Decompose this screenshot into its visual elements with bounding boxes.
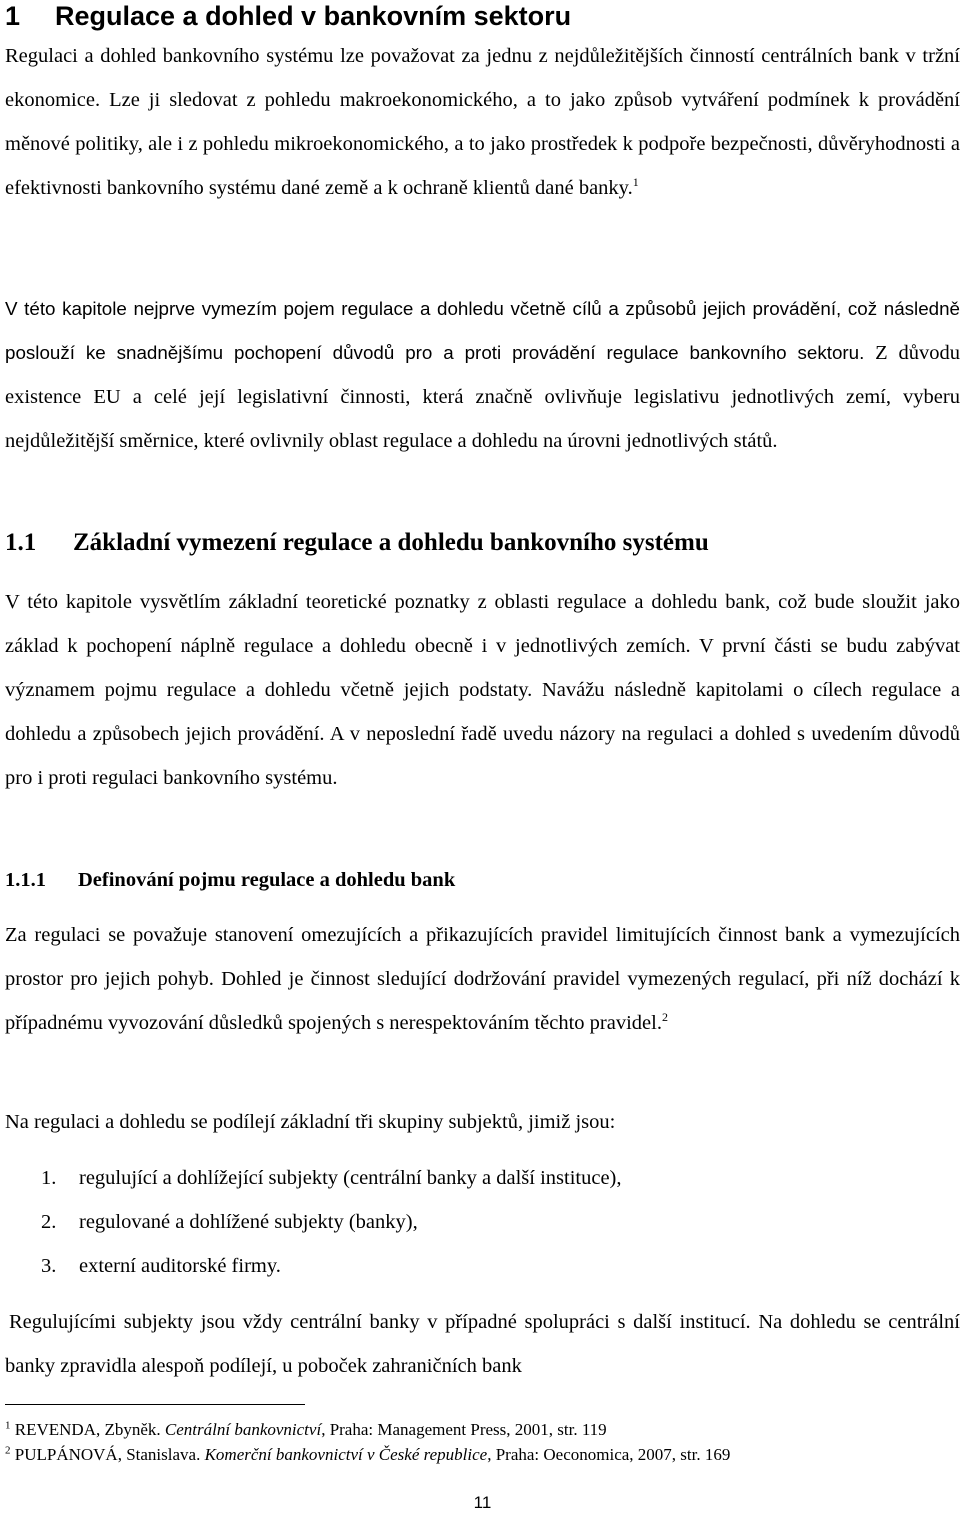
subsection-heading (5, 867, 455, 893)
footnote-divider (5, 1404, 305, 1405)
footnote-ref: 1 (632, 175, 639, 190)
list-text: regulující a dohlížející subjekty (centrální banky a další instituce), (79, 1167, 622, 1189)
chapter-title: Regulace a dohled v bankovním sektoru (55, 1, 572, 31)
paragraph-section-scope (5, 580, 960, 800)
footnote-ref: 2 (661, 1010, 668, 1025)
paragraph-text: Za regulaci se považuje stanovení omezujících a přikazujících pravidel limitujících činnost bank a vymezujících prostor pro jejich pohyb. Dohled je činnost sledující dodržování pravidel vymezených regulací, při níž dochází k případnému vyvozování důsledků spojených s nerespektováním těchto pravidel. (5, 924, 960, 1034)
page-number: 11 (473, 1493, 492, 1512)
footnote-author: PULPÁNOVÁ, Stanislava. (14, 1445, 201, 1464)
footnote-mark: 1 (5, 1419, 11, 1432)
subsection-number: 1.1.1 (5, 869, 46, 891)
list-item (41, 1244, 622, 1288)
section-title: Základní vymezení regulace a dohledu bankovního systému (73, 529, 709, 556)
list-item (41, 1156, 622, 1200)
paragraph-text-a: V této kapitole nejprve vymezím pojem regulace a dohledu včetně cílů a způsobů jejich provádění, což následně poslouží ke snadnějšímu pochopení důvodů pro a proti provádění regulace bankovního sektoru. (5, 298, 960, 363)
footnote (5, 1417, 730, 1442)
footnote-rest: , Praha: Oeconomica, 2007, str. 169 (487, 1445, 731, 1464)
paragraph-text: Regulujícími subjekty jsou vždy centrální banky v případné spolupráci s další institucí. Na dohledu se centrální banky zpravidla alespoň podílejí, u poboček zahraničních bank (5, 1311, 960, 1377)
paragraph-text: Na regulaci a dohledu se podílejí základní tři skupiny subjektů, jimiž jsou: (5, 1111, 616, 1133)
list-number: 2. (41, 1211, 57, 1233)
chapter-heading (5, 0, 571, 32)
paragraph-text-b: Z důvodu existence EU a celé její legislativní činnosti, která značně ovlivňuje legislativu jednotlivých zemí, vyberu nejdůležitější směrnice, které ovlivnily oblast regulace a dohledu na úrovni jednotlivých států. (5, 342, 960, 452)
footnote-rest: , Praha: Management Press, 2001, str. 119 (321, 1420, 607, 1439)
footnote-title: Komerční bankovnictví v České republice (204, 1445, 488, 1464)
chapter-number: 1 (5, 1, 21, 31)
paragraph-text: V této kapitole vysvětlím základní teoretické poznatky z oblasti regulace a dohledu bank, což bude sloužit jako základ k pochopení náplně regulace a dohledu obecně i v jednotlivých zemích. V první části se budu zabývat významem pojmu regulace a dohledu včetně jejich podstaty. Navážu následně kapitolami o cílech regulace a dohledu a způsobech jejich provádění. A v neposlední řadě uvedu názory na regulaci a dohled s uvedením důvodů pro i proti regulaci bankovního systému. (5, 591, 960, 789)
list-text: externí auditorské firmy. (79, 1255, 281, 1277)
footnote-author: REVENDA, Zbyněk. (14, 1420, 161, 1439)
footnote-mark: 2 (5, 1444, 11, 1457)
list-number: 3. (41, 1255, 57, 1277)
subsection-title: Definování pojmu regulace a dohledu bank (78, 869, 456, 891)
list-item (41, 1200, 622, 1244)
section-number: 1.1 (5, 529, 37, 556)
paragraph-chapter-scope (5, 287, 960, 463)
paragraph-intro (5, 34, 960, 210)
footnotes (5, 1417, 730, 1467)
paragraph-definition (5, 913, 960, 1045)
paragraph-text: Regulaci a dohled bankovního systému lze považovat za jednu z nejdůležitějších činností centrálních bank v tržní ekonomice. Lze ji sledovat z pohledu makroekonomického, a to jako způsob vytváření podmínek k provádění měnové politiky, ale i z pohledu mikroekonomického, a to jako prostředek k podpoře bezpečnosti, důvěryhodnosti a efektivnosti bankovního systému dané země a k ochraně klientů dané banky. (5, 45, 960, 199)
paragraph-subjects-intro (5, 1100, 960, 1144)
paragraph-regulators (5, 1300, 960, 1388)
footnote (5, 1442, 730, 1467)
list-text: regulované a dohlížené subjekty (banky), (79, 1211, 418, 1233)
list-number: 1. (41, 1167, 57, 1189)
subjects-list (41, 1156, 622, 1288)
footnote-title: Centrální bankovnictví (164, 1420, 322, 1439)
section-heading (5, 528, 709, 558)
